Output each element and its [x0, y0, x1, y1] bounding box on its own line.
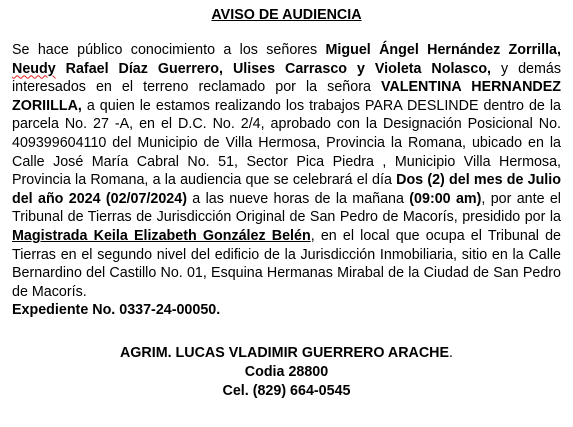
body-hearing-time: (09:00 am) — [409, 190, 482, 207]
notice-title: AVISO DE AUDIENCIA — [211, 7, 362, 23]
signature-name: AGRIM. LUCAS VLADIMIR GUERRERO ARACHE — [119, 344, 450, 361]
signature-codia: Codia 28800 — [244, 363, 329, 380]
body-interested-parties: y demás interesados en el terreno reclamado por la señora — [12, 60, 561, 96]
notice-body — [12, 41, 561, 320]
body-location: , en el local que ocupa el Tribunal de Tierras en el segundo nivel del edificio de la Jurisdicción Inmobiliaria, sitio en la Calle Bernardino del Castillo No. 01, Esquina Hermanas Mirabal de la Ciudad de San Pedro de Macorís. — [12, 227, 561, 300]
body-names-rest: Rafael Díaz Guerrero, Ulises Carrasco y Violeta Nolasco, — [55, 60, 492, 77]
signature-name-line — [12, 344, 561, 363]
body-name-miguel: Miguel Ángel Hernández Zorrilla, — [325, 42, 561, 58]
body-parcel-details: a quien le estamos realizando los trabajos PARA DESLINDE dentro de la parcela No. 27 -A, en el D.C. No. 2/4, aprobado con la Designación Posicional No. 409399604110 del Municipio de Villa Hermosa, Provincia la Romana, ubicado en la Calle José María Cabral No. 51, Sector Pica Piedra , Municipio Villa Hermosa, Provincia la Romana, a la audiencia que se celebrará el día — [12, 97, 561, 189]
signature-block — [12, 344, 561, 401]
body-tribunal: , por ante el Tribunal de Tierras de Jurisdicción Original de San Pedro de Macorís, presidido por la — [12, 190, 561, 226]
body-hearing-date: Dos (2) del mes de Julio del año 2024 (02/07/2024) — [12, 172, 561, 207]
body-hearing-hour-text: a las nueve horas de la mañana — [186, 190, 410, 207]
body-name-neudy: Neudy — [12, 60, 56, 77]
body-case-number: Expediente No. 0337-24-00050. — [12, 302, 221, 319]
signature-name-suffix: . — [449, 344, 454, 361]
body-magistrate: Magistrada Keila Elizabeth González Belén — [12, 227, 311, 244]
signature-phone: Cel. (829) 664-0545 — [222, 382, 351, 399]
body-intro: Se hace público conocimiento a los señores — [12, 42, 326, 58]
body-claimant-name: VALENTINA HERNANDEZ ZORIILLA, — [12, 79, 561, 114]
